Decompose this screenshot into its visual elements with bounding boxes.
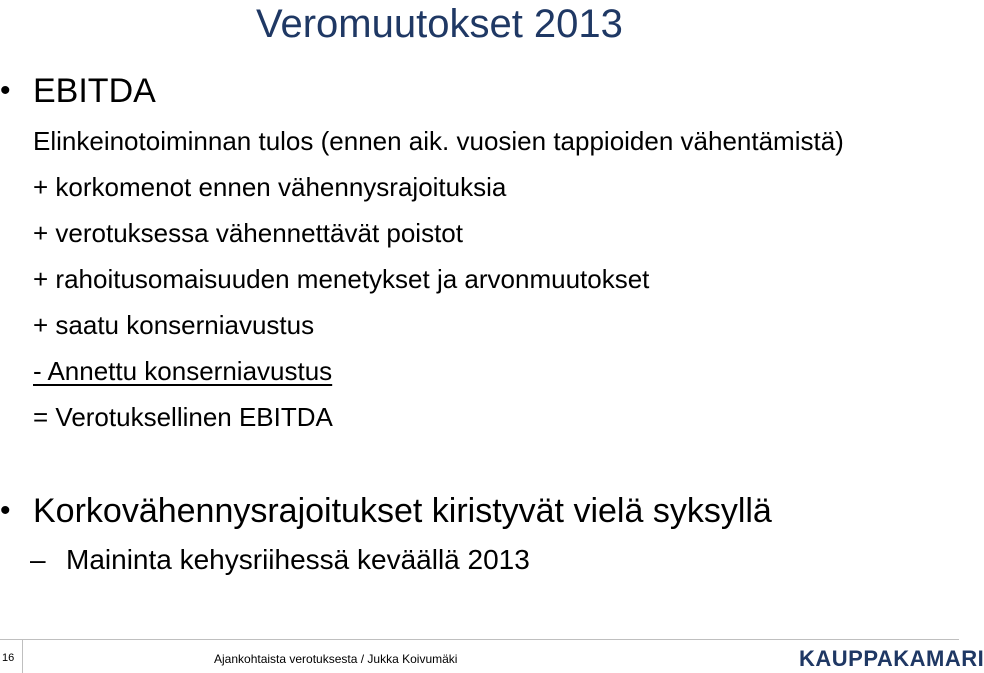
footer-rule (0, 639, 959, 640)
bullet-heading-ebitda: EBITDA (33, 72, 156, 110)
ebitda-line-2: + korkomenot ennen vähennysrajoituksia (33, 172, 507, 202)
ebitda-line-1: Elinkeinotoiminnan tulos (ennen aik. vuosien tappioiden vähentämistä) (33, 126, 844, 156)
kauppakamari-logo: KAUPPAKAMARI (799, 646, 984, 671)
dash-glyph: – (30, 544, 46, 575)
sub-bullet-text: Maininta kehysriihessä keväällä 2013 (66, 544, 530, 575)
ebitda-line-5: + saatu konserniavustus (33, 310, 315, 340)
ebitda-line-3: + verotuksessa vähennettävät poistot (33, 218, 463, 248)
footer-text: Ajankohtaista verotuksesta / Jukka Koivumäki (214, 652, 458, 666)
ebitda-line-6: - Annettu konserniavustus (33, 356, 333, 386)
bullet-dot: • (0, 494, 11, 527)
ebitda-line-4: + rahoitusomaisuuden menetykset ja arvonmuutokset (33, 264, 650, 294)
page-number: 16 (2, 652, 15, 664)
bullet-heading-korkovahennys: Korkovähennysrajoitukset kiristyvät vielä syksyllä (33, 492, 772, 530)
bullet-dot: • (0, 74, 11, 107)
ebitda-line-7: = Verotuksellinen EBITDA (33, 402, 333, 432)
page-title: Veromuutokset 2013 (256, 2, 623, 46)
